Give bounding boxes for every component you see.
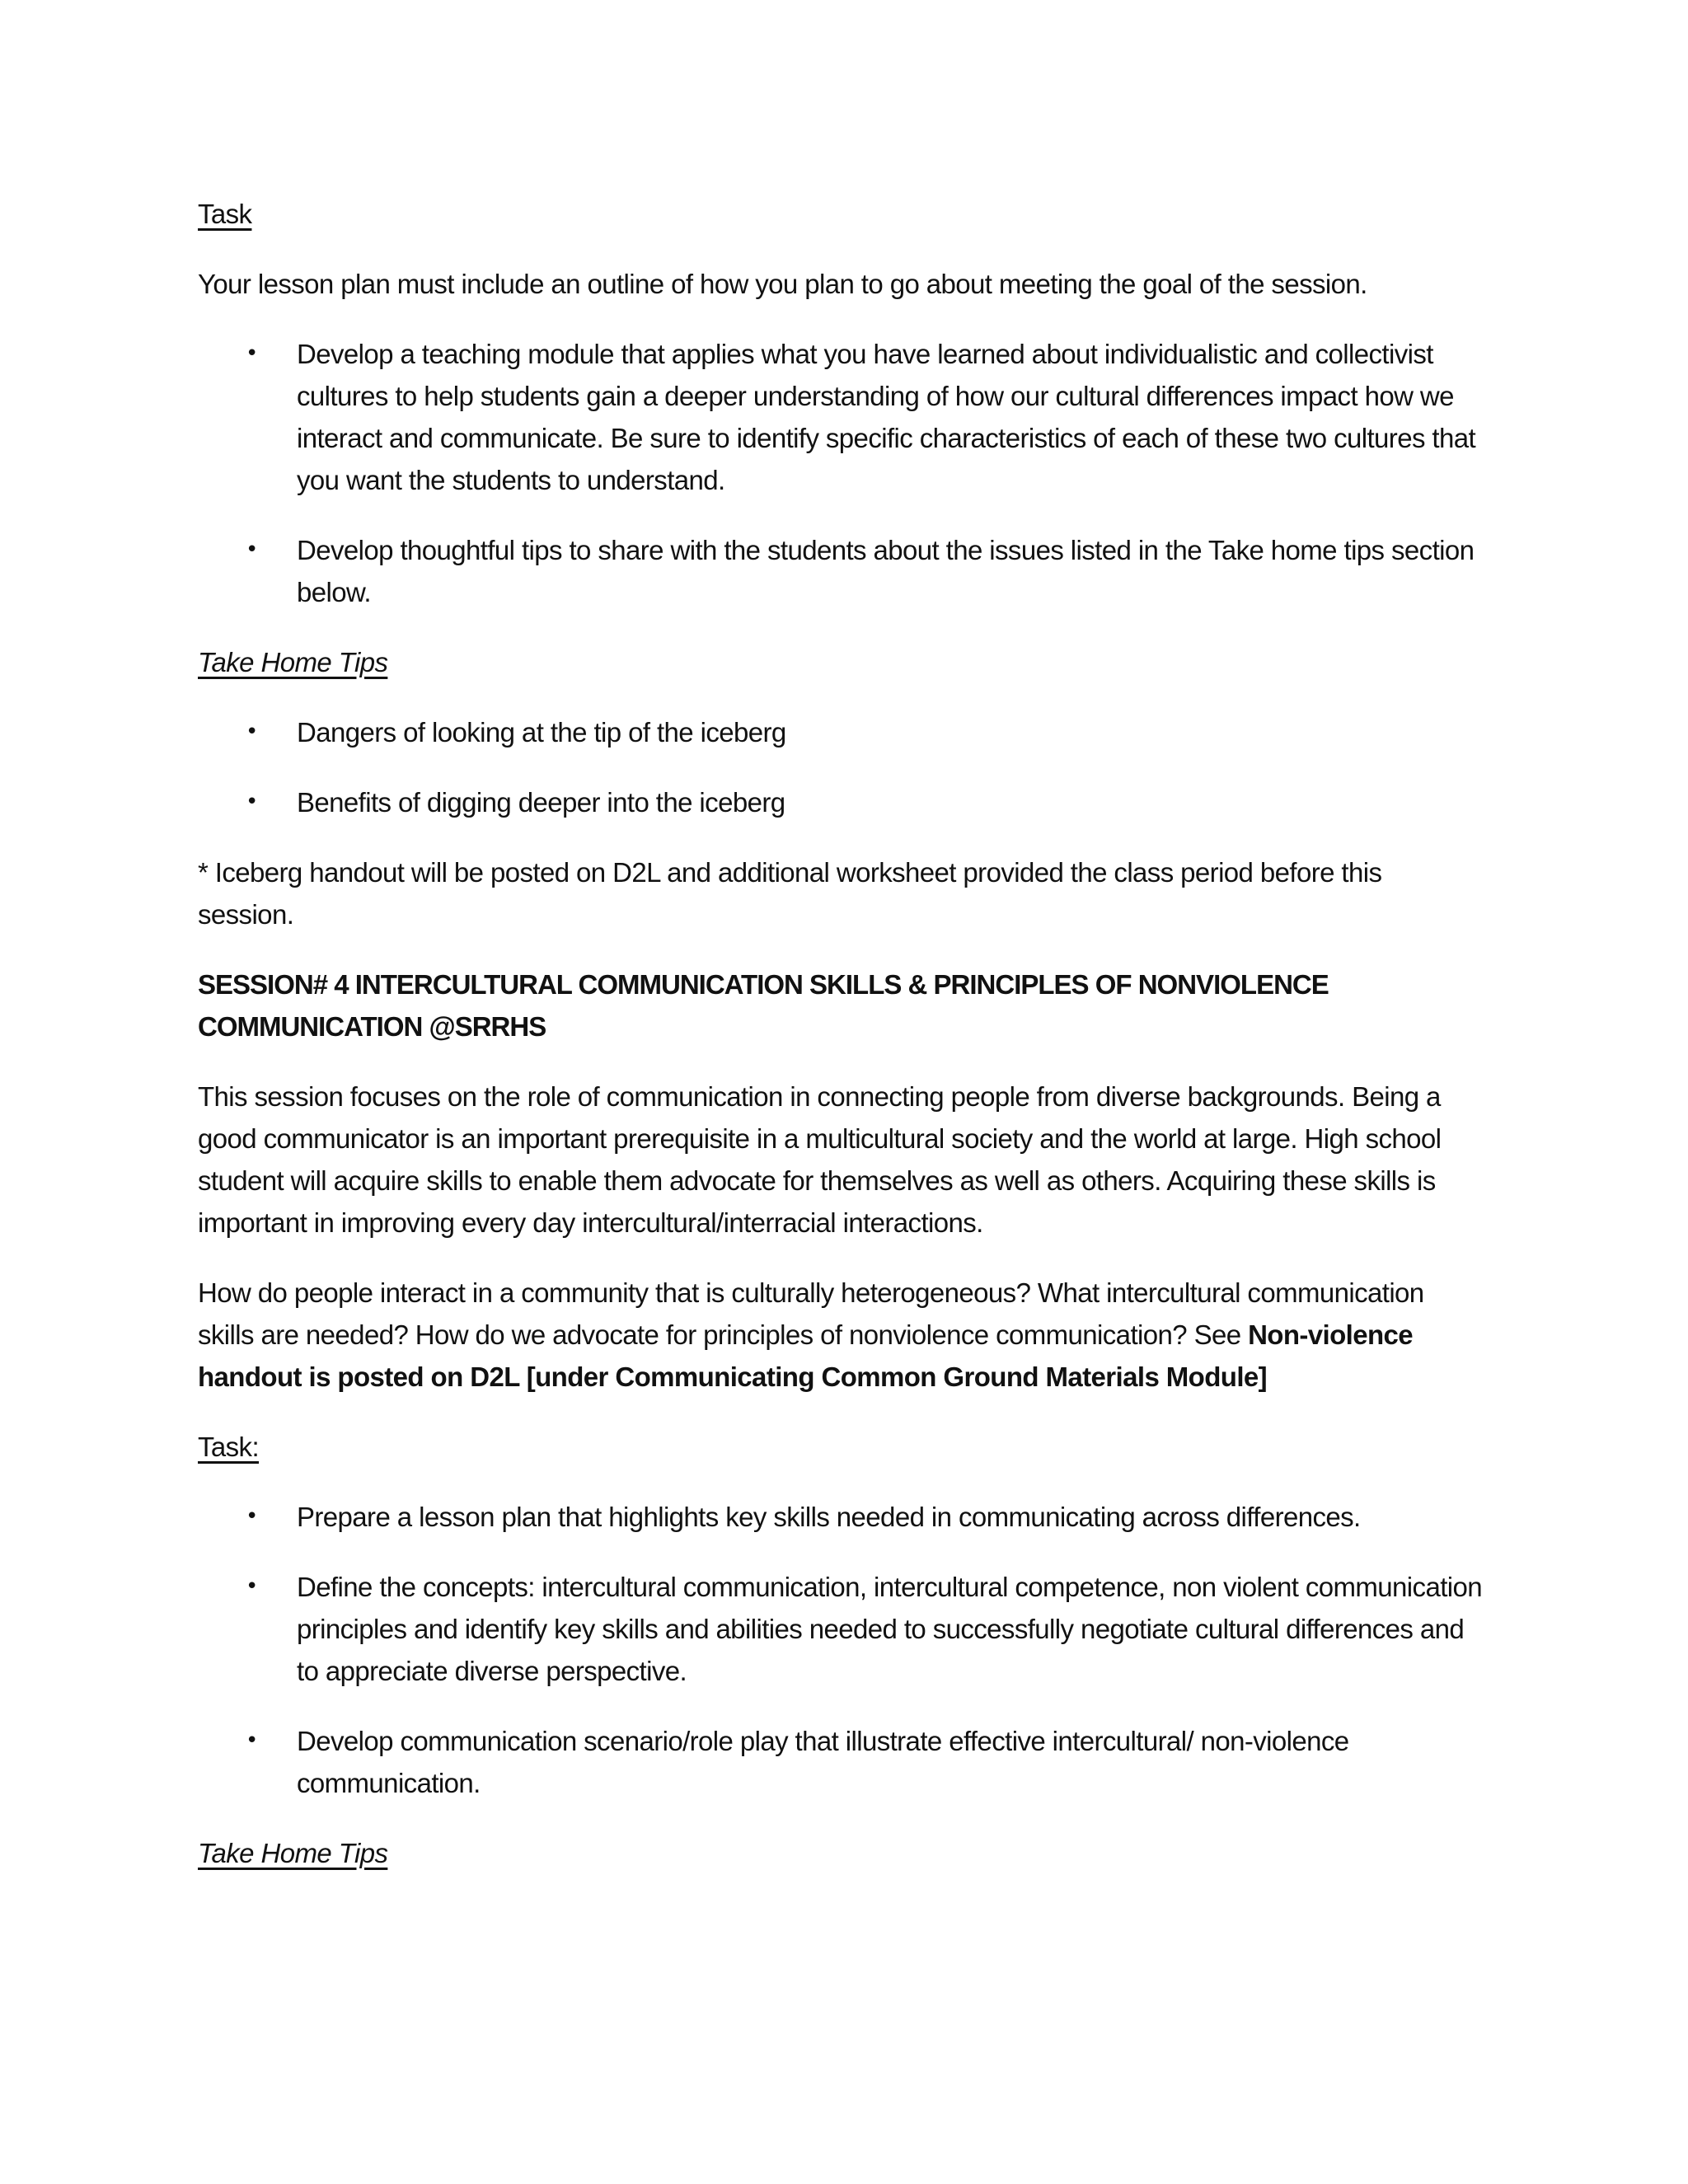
session-4-task-heading: [198, 1426, 1484, 1468]
bullet-icon: •: [246, 1504, 258, 1529]
list-item-text: Benefits of digging deeper into the iceberg: [297, 787, 785, 818]
intro-paragraph: Your lesson plan must include an outline of how you plan to go about meeting the goal of the session.: [198, 269, 1367, 299]
session-4-paragraph-1: This session focuses on the role of communication in connecting people from diverse backgrounds. Being a good communicator is an important prerequisite in a multicultural society and the world at large. High school student will acquire skills to enable them advocate for themselves as well as others. Acquiring these skills is important in improving every day intercultural/interracial interactions.: [198, 1081, 1442, 1238]
list-item-text: Define the concepts: intercultural communication, intercultural competence, non violent communication principles and identify key skills and abilities needed to successfully negotiate cultural differences and to appreciate diverse perspective.: [297, 1572, 1483, 1686]
bullet-icon: •: [246, 537, 258, 562]
list-item-text: Prepare a lesson plan that highlights key skills needed in communicating across differences.: [297, 1502, 1361, 1532]
paragraph-2-text: How do people interact in a community that is culturally heterogeneous? What intercultural communication skills are needed? How do we advocate for principles of nonviolence communication? See: [198, 1277, 1424, 1350]
session-4-task-list: [198, 1496, 1484, 1804]
list-item-text: Develop communication scenario/role play that illustrate effective intercultural/ non-violence communication.: [297, 1726, 1349, 1798]
bullet-icon: •: [246, 341, 258, 366]
bullet-icon: •: [246, 1728, 258, 1753]
list-item-text: Dangers of looking at the tip of the iceberg: [297, 717, 786, 748]
bullet-icon: •: [246, 790, 258, 814]
take-home-tips-heading: [198, 641, 1484, 683]
page-content: [198, 193, 1484, 1902]
take-home-tips-heading-text: Take Home Tips: [198, 647, 388, 677]
iceberg-note: * Iceberg handout will be posted on D2L and additional worksheet provided the class period before this session.: [198, 857, 1382, 930]
task-heading-text: Task: [198, 199, 252, 229]
session-4-take-home-tips-heading: [198, 1832, 1484, 1874]
session-4-heading: SESSION# 4 INTERCULTURAL COMMUNICATION SKILLS & PRINCIPLES OF NONVIOLENCE COMMUNICATION @SRRHS: [198, 969, 1329, 1042]
session-4-paragraph-2: [198, 1272, 1484, 1398]
list-item-text: Develop a teaching module that applies what you have learned about individualistic and collectivist cultures to help students gain a deeper understanding of how our cultural differences impact how we interact and communicate. Be sure to identify specific characteristics of each of these two cultures that you want the students to understand.: [297, 339, 1476, 495]
list-item: [198, 781, 1484, 823]
session-4-task-heading-text: Task:: [198, 1432, 260, 1462]
bullet-icon: •: [246, 1574, 258, 1599]
task-heading: [198, 193, 1484, 235]
list-item: [198, 1496, 1484, 1538]
session-4-take-home-tips-heading-text: Take Home Tips: [198, 1838, 388, 1868]
handout-reference: Non-violence handout is posted on D2L [under Communicating Common Ground Materials Module]: [198, 1319, 1414, 1392]
task-bullet-list: [198, 333, 1484, 613]
tips-bullet-list: [198, 711, 1484, 823]
list-item: [198, 333, 1484, 501]
bullet-icon: •: [246, 719, 258, 744]
list-item: [198, 1720, 1484, 1804]
list-item: [198, 529, 1484, 613]
list-item: [198, 711, 1484, 753]
list-item-text: Develop thoughtful tips to share with the students about the issues listed in the Take home tips section below.: [297, 535, 1475, 607]
list-item: [198, 1566, 1484, 1692]
